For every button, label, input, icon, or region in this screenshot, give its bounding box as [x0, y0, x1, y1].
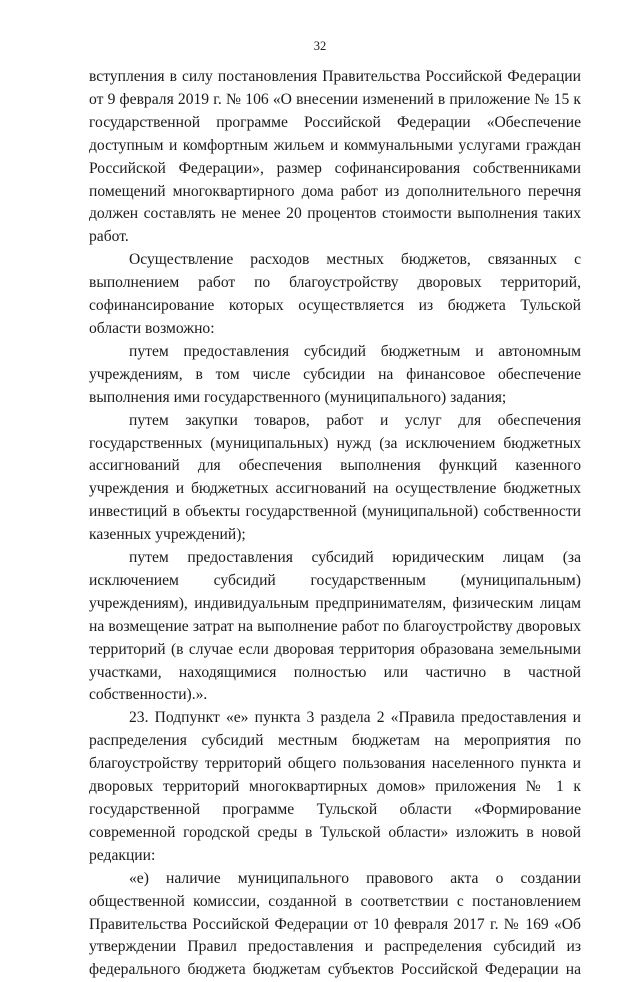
paragraph-1: вступления в силу постановления Правительства Российской Федерации от 9 февраля 2019 г. № 106 «О внесении изменений в приложение № 15 к государственной программе Российской Федерации «Обеспечение доступным и комфортным жильем и коммунальными услугами граждан Российской Федерации», размер софинансирования собственниками помещений многоквартирного дома работ из дополнительного перечня должен составлять не менее 20 процентов стоимости выполнения таких работ.	[89, 68, 581, 246]
paragraph-4: путем закупки товаров, работ и услуг для обеспечения государственных (муниципальных) нужд (за исключением бюджетных ассигнований для обеспечения выполнения функций казенного учреждения и бюджетных ассигнований на осуществление бюджетных инвестиций в объекты государственной (муниципальной) собственности казенных учреждений);	[89, 411, 581, 544]
page-number: 32	[313, 39, 327, 53]
paragraph-3: путем предоставления субсидий бюджетным и автономным учреждениям, в том числе субсидии на финансовое обеспечение выполнения ими государственного (муниципального) задания;	[89, 342, 581, 406]
paragraph-2: Осуществление расходов местных бюджетов, связанных с выполнением работ по благоустройству дворовых территорий, софинансирование которых осуществляется из бюджета Тульской области возможно:	[89, 251, 581, 337]
document-body	[89, 66, 581, 982]
paragraph-6: 23. Подпункт «е» пункта 3 раздела 2 «Правила предоставления и распределения субсидий местным бюджетам на мероприятия по благоустройству территорий общего пользования населенного пункта и дворовых территорий многоквартирных домов» приложения № 1 к государственной программе Тульской области «Формирование современной городской среды в Тульской области» изложить в новой редакции:	[89, 709, 581, 864]
paragraph-5: путем предоставления субсидий юридическим лицам (за исключением субсидий государственным (муниципальным) учреждениям), индивидуальным предпринимателям, физическим лицам на возмещение затрат на выполнение работ по благоустройству дворовых территорий (в случае если дворовая территория образована земельными участками, находящимися полностью или частично в частной собственности).».	[89, 549, 581, 704]
paragraph-7: «е) наличие муниципального правового акта о создании общественной комиссии, созданной в соответствии с постановлением Правительства Российской Федерации от 10 февраля 2017 г. № 169 «Об утверждении Правил предоставления и распределения субсидий из федерального бюджета бюджетам субъектов Российской Федерации на	[89, 869, 581, 979]
